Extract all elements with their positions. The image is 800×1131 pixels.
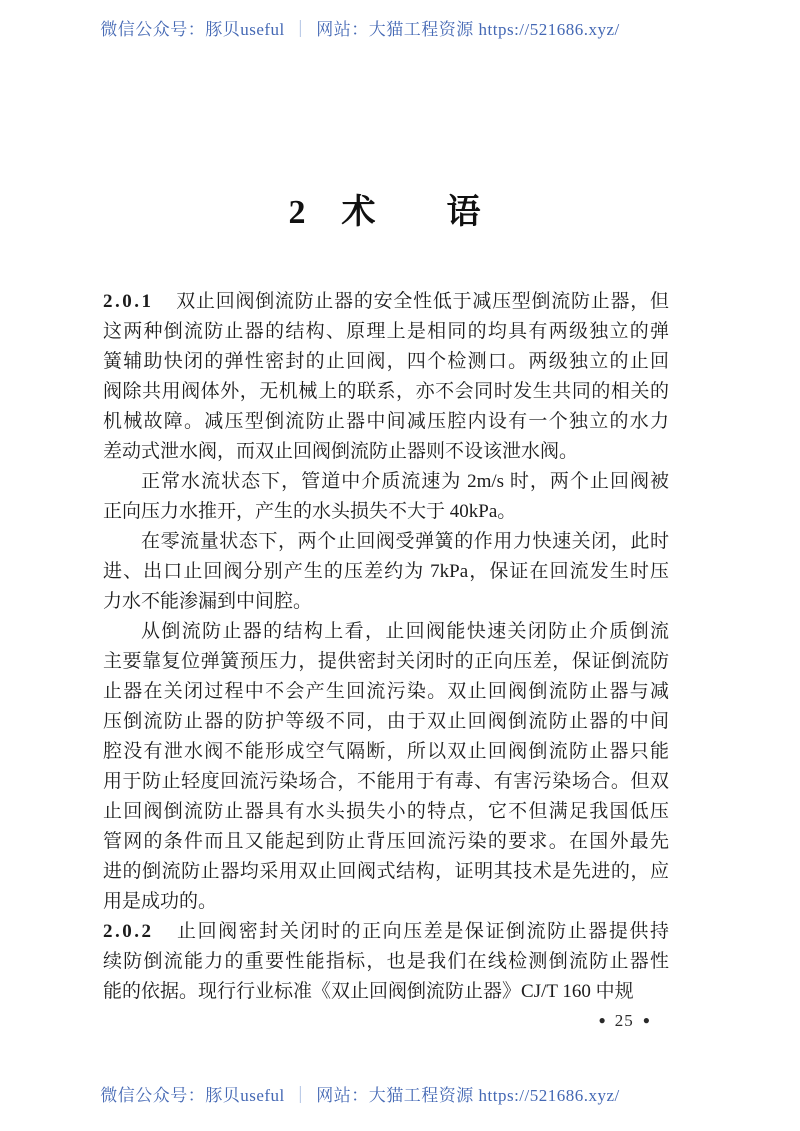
footer-watermark: [0, 1081, 760, 1106]
chapter-title: 2 术 语: [288, 194, 482, 231]
body-text: [103, 287, 669, 1007]
text-line: 主要靠复位弹簧预压力，提供密封关闭时的正向压差，保证倒流防: [103, 651, 669, 672]
text-line: 力水不能渗漏到中间腔。: [103, 591, 313, 612]
page-number-left-dot: ●: [598, 1013, 606, 1027]
watermark-separator: ｜: [291, 1086, 310, 1105]
watermark-site-link: 网站：大猫工程资源 https://521686.xyz/: [316, 20, 620, 39]
text-line: 进、出口止回阀分别产生的压差约为 7kPa，保证在回流发生时压: [103, 561, 669, 582]
text-line: 机械故障。减压型倒流防止器中间减压腔内设有一个独立的水力: [103, 411, 669, 432]
watermark-wechat-text: 微信公众号：豚贝useful: [100, 20, 285, 39]
text-line: 这两种倒流防止器的结构、原理上是相同的均具有两级独立的弹: [103, 321, 669, 342]
text-line: 从倒流防止器的结构上看，止回阀能快速关闭防止介质倒流: [141, 621, 669, 642]
header-watermark: [0, 15, 760, 40]
text-line: 压倒流防止器的防护等级不同，由于双止回阀倒流防止器的中间: [103, 711, 669, 732]
text-line: 用是成功的。: [103, 891, 218, 912]
text-line: 止回阀倒流防止器具有水头损失小的特点，它不但满足我国低压: [103, 801, 669, 822]
clause-number: 2.0.2: [103, 921, 154, 942]
text-line: 能的依据。现行行业标准《双止回阀倒流防止器》CJ/T 160 中规: [103, 981, 634, 1002]
text-line: 在零流量状态下，两个止回阀受弹簧的作用力快速关闭，此时: [141, 531, 669, 552]
text-line: 簧辅助快闭的弹性密封的止回阀，四个检测口。两级独立的止回: [103, 351, 669, 372]
text-line: 阀除共用阀体外，无机械上的联系，亦不会同时发生共同的相关的: [103, 381, 669, 402]
text-line: 用于防止轻度回流污染场合，不能用于有毒、有害污染场合。但双: [103, 771, 669, 792]
page-number-value: 25: [614, 1011, 634, 1030]
text-line: 管网的条件而且又能起到防止背压回流污染的要求。在国外最先: [103, 831, 669, 852]
clause-number: 2.0.1: [103, 291, 154, 312]
text-line: 续防倒流能力的重要性能指标，也是我们在线检测倒流防止器性: [103, 951, 669, 972]
watermark-site-link: 网站：大猫工程资源 https://521686.xyz/: [316, 1086, 620, 1105]
page-number-right-dot: ●: [642, 1013, 650, 1027]
text-line: 正常水流状态下，管道中介质流速为 2m/s 时，两个止回阀被: [141, 471, 669, 492]
text-line: 进的倒流防止器均采用双止回阀式结构，证明其技术是先进的，应: [103, 861, 669, 882]
text-line: 2.0.2 止回阀密封关闭时的正向压差是保证倒流防止器提供持: [103, 921, 669, 942]
text-line: 正向压力水推开，产生的水头损失不大于 40kPa。: [103, 501, 517, 522]
text-line: 止器在关闭过程中不会产生回流污染。双止回阀倒流防止器与减: [103, 681, 669, 702]
watermark-wechat-text: 微信公众号：豚贝useful: [100, 1086, 285, 1105]
text-line: 差动式泄水阀，而双止回阀倒流防止器则不设该泄水阀。: [103, 441, 579, 462]
text-line: 2.0.1 双止回阀倒流防止器的安全性低于减压型倒流防止器，但: [103, 291, 669, 312]
watermark-separator: ｜: [291, 20, 310, 39]
page-number: [599, 1011, 651, 1031]
text-line: 腔没有泄水阀不能形成空气隔断，所以双止回阀倒流防止器只能: [103, 741, 669, 762]
